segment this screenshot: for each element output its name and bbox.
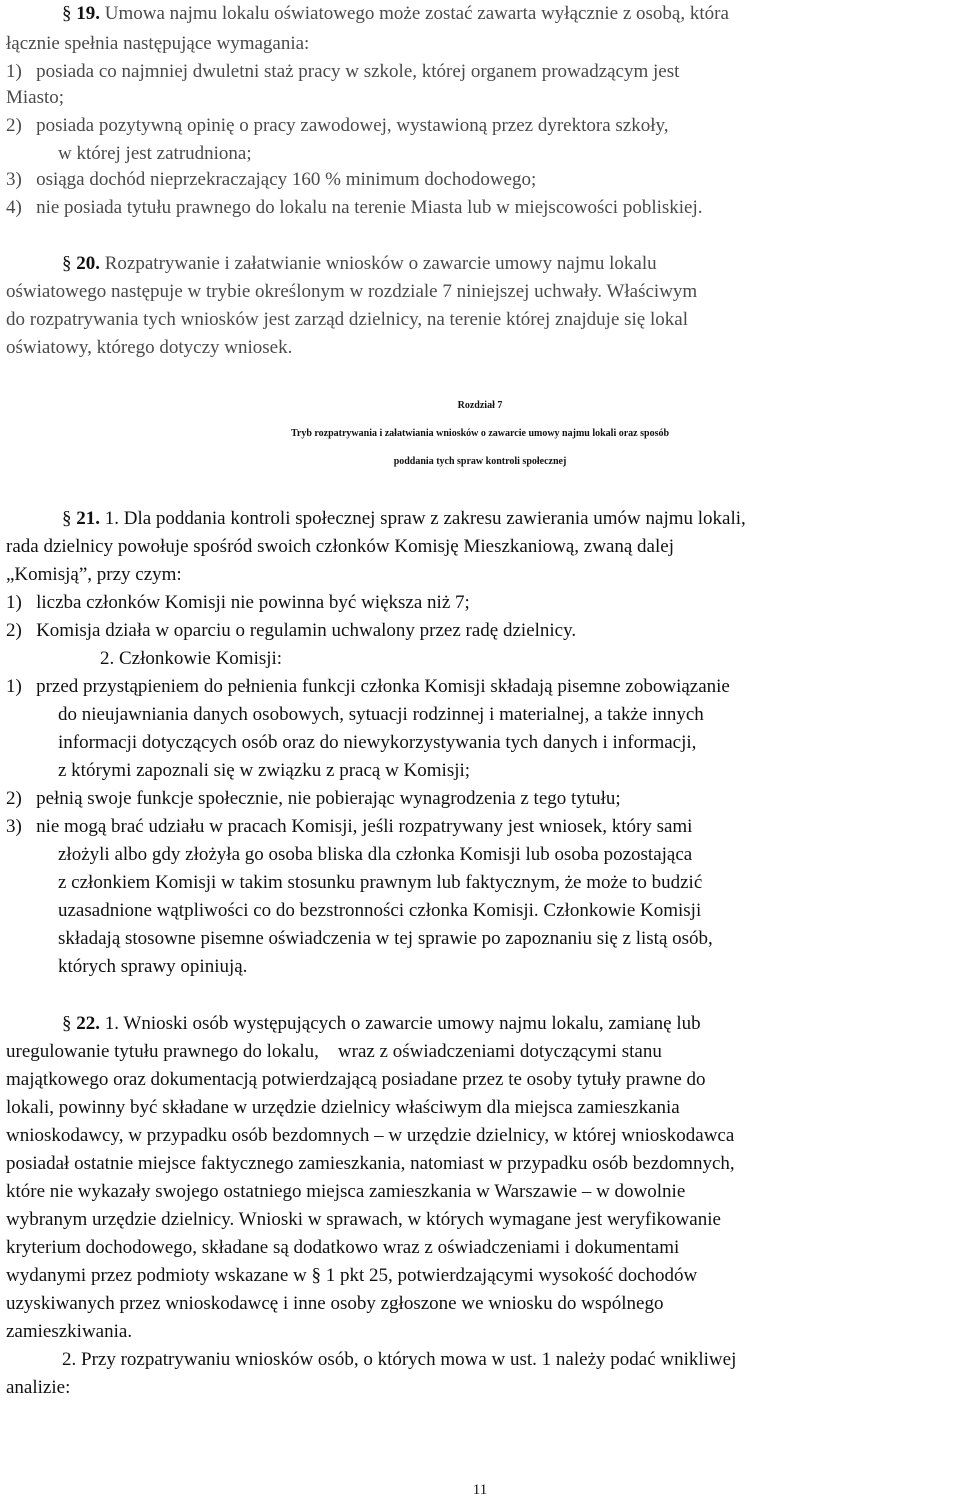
section-21-line: 1) przed przystąpieniem do pełnienia funkcji członka Komisji składają pisemne zobowiązanie: [6, 676, 730, 697]
section-22-line: analizie:: [6, 1377, 71, 1398]
section-21-line: „Komisją”, przy czym:: [6, 564, 182, 585]
chapter-subtitle: poddania tych spraw kontroli społecznej: [393, 456, 567, 467]
section-22-line: wnioskodawcy, w przypadku osób bezdomnych – w urzędzie dzielnicy, w której wnioskodawca: [6, 1125, 735, 1146]
section-21-line: z członkiem Komisji w takim stosunku prawnym lub faktycznym, że może to budzić: [58, 872, 703, 893]
section-20-line: do rozpatrywania tych wniosków jest zarząd dzielnicy, na terenie której znajduje się lokal: [6, 309, 688, 330]
section-21-text: 1. Dla poddania kontroli społecznej spraw z zakresu zawierania umów najmu lokali,: [104, 508, 746, 529]
section-21-line: do nieujawniania danych osobowych, sytuacji rodzinnej i materialnej, a także innych: [58, 704, 704, 725]
section-sign: §: [62, 508, 72, 529]
section-21-line: złożyli albo gdy złożyła go osoba bliska dla członka Komisji lub osoba pozostająca: [58, 844, 693, 865]
section-21-line: uzasadnione wątpliwości co do bezstronności członka Komisji. Członkowie Komisji: [58, 900, 702, 921]
section-22-line: uzyskiwanych przez wnioskodawcę i inne osoby zgłoszone we wniosku do wspólnego: [6, 1293, 664, 1314]
section-21-line: 2) Komisja działa w oparciu o regulamin uchwalony przez radę dzielnicy.: [6, 620, 577, 641]
section-19-line: Miasto;: [6, 87, 65, 108]
section-19-number: 19.: [76, 3, 100, 24]
section-19-text: Umowa najmu lokalu oświatowego może zostać zawarta wyłącznie z osobą, która: [104, 3, 729, 24]
section-22-line: zamieszkiwania.: [6, 1321, 133, 1342]
section-22-text: 1. Wnioski osób występujących o zawarcie umowy najmu lokalu, zamianę lub: [104, 1013, 701, 1034]
section-21-line: rada dzielnicy powołuje spośród swoich członków Komisję Mieszkaniową, zwaną dalej: [6, 536, 674, 557]
section-22-line: które nie wykazały swojego ostatniego miejsca zamieszkania w Warszawie – w dowolnie: [6, 1181, 686, 1202]
section-21-line: 2) pełnią swoje funkcje społecznie, nie pobierając wynagrodzenia z tego tytułu;: [6, 788, 621, 809]
section-22-line: majątkowego oraz dokumentacją potwierdzającą posiadane przez te osoby tytuły prawne do: [6, 1069, 706, 1090]
section-19-line: łącznie spełnia następujące wymagania:: [6, 33, 310, 54]
section-21-line: informacji dotyczących osób oraz do niewykorzystywania tych danych i informacji,: [58, 732, 697, 753]
section-19-first-line: [62, 0, 729, 28]
section-21-first-line: [62, 505, 746, 533]
section-22-line: kryterium dochodowego, składane są dodatkowo wraz z oświadczeniami i dokumentami: [6, 1237, 680, 1258]
section-22-line: 2. Przy rozpatrywaniu wniosków osób, o których mowa w ust. 1 należy podać wnikliwej: [62, 1349, 737, 1370]
section-22-number: 22.: [76, 1013, 100, 1034]
section-19-line: 1) posiada co najmniej dwuletni staż pracy w szkole, której organem prowadzącym jest: [6, 61, 680, 82]
section-20-line: oświatowego następuje w trybie określonym w rozdziale 7 niniejszej uchwały. Właściwym: [6, 281, 698, 302]
section-19-line: w której jest zatrudniona;: [58, 143, 252, 164]
page-number: 11: [472, 1482, 488, 1498]
section-22-line: wybranym urzędzie dzielnicy. Wnioski w sprawach, w których wymagane jest weryfikowanie: [6, 1209, 721, 1230]
section-21-line: których sprawy opiniują.: [58, 956, 248, 977]
section-22-line: wydanymi przez podmioty wskazane w § 1 pkt 25, potwierdzającymi wysokość dochodów: [6, 1265, 698, 1286]
section-22-line: lokali, powinny być składane w urzędzie dzielnicy właściwym dla miejsca zamieszkania: [6, 1097, 680, 1118]
section-21-line: 3) nie mogą brać udziału w pracach Komisji, jeśli rozpatrywany jest wniosek, który sami: [6, 816, 693, 837]
section-21-line: składają stosowne pisemne oświadczenia w tej sprawie po zapoznaniu się z listą osób,: [58, 928, 713, 949]
section-21-line: 2. Członkowie Komisji:: [100, 648, 283, 669]
section-20-text: Rozpatrywanie i załatwianie wniosków o zawarcie umowy najmu lokalu: [104, 253, 657, 274]
section-21-line: z którymi zapoznali się w związku z pracą w Komisji;: [58, 760, 471, 781]
section-22-line: uregulowanie tytułu prawnego do lokalu, wraz z oświadczeniami dotyczącymi stanu: [6, 1041, 662, 1062]
section-19-line: 2) posiada pozytywną opinię o pracy zawodowej, wystawioną przez dyrektora szkoły,: [6, 115, 669, 136]
section-sign: §: [62, 3, 72, 24]
chapter-title: Rozdział 7: [457, 400, 503, 411]
section-20-line: oświatowy, którego dotyczy wniosek.: [6, 337, 293, 358]
section-20-first-line: [62, 250, 657, 278]
section-22-line: posiadał ostatnie miejsce faktycznego zamieszkania, natomiast w przypadku osób bezdomnych,: [6, 1153, 735, 1174]
section-21-number: 21.: [76, 508, 100, 529]
chapter-subtitle: Tryb rozpatrywania i załatwiania wniosków o zawarcie umowy najmu lokali oraz sposób: [290, 428, 670, 439]
section-sign: §: [62, 253, 72, 274]
section-sign: §: [62, 1013, 72, 1034]
section-21-line: 1) liczba członków Komisji nie powinna być większa niż 7;: [6, 592, 470, 613]
section-19-line: 4) nie posiada tytułu prawnego do lokalu na terenie Miasta lub w miejscowości pobliskiej.: [6, 197, 703, 218]
section-22-first-line: [62, 1010, 701, 1038]
section-19-line: 3) osiąga dochód nieprzekraczający 160 % minimum dochodowego;: [6, 169, 537, 190]
section-20-number: 20.: [76, 253, 100, 274]
